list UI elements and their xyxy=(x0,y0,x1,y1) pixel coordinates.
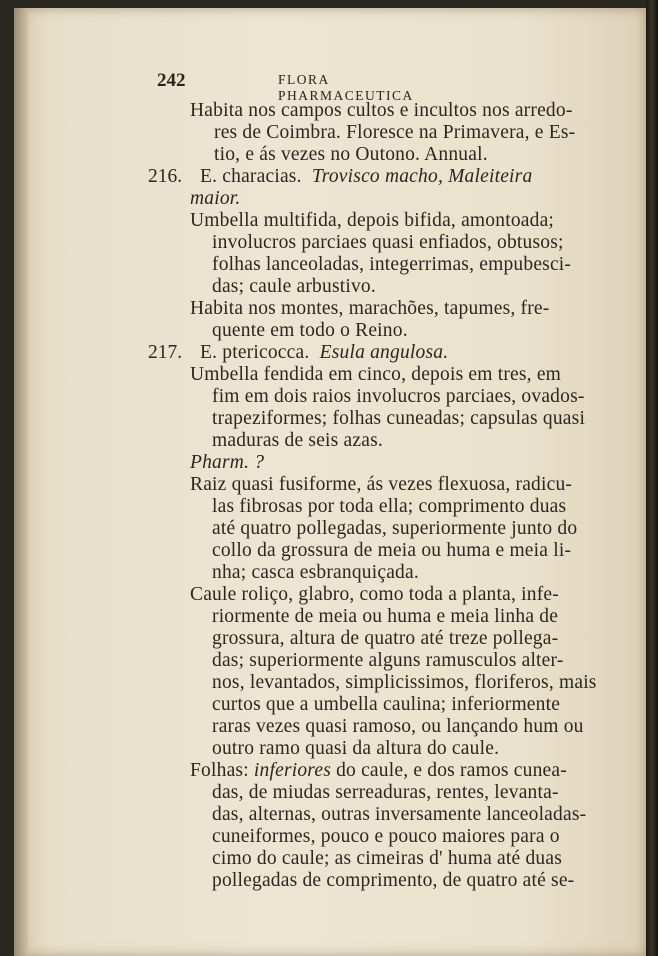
common-name: Esula angulosa. xyxy=(319,342,449,363)
text-line: quente em todo o Reino. xyxy=(212,320,408,341)
text-line: trapeziformes; folhas cuneadas; capsulas quasi xyxy=(212,408,586,429)
page-number: 242 xyxy=(157,70,186,91)
text-line: cimo do caule; as cimeiras d' huma até duas xyxy=(212,848,562,869)
text-line: involucros parciaes quasi enfiados, obtusos; xyxy=(212,232,564,253)
species-binomial: E. characias. xyxy=(200,166,302,187)
common-name: maior. xyxy=(190,188,241,209)
text-line: grossura, altura de quatro até treze pollega- xyxy=(212,628,559,649)
pharm-label xyxy=(190,452,264,474)
text-span: do caule, e dos ramos cunea- xyxy=(336,760,567,781)
pharm-text: Pharm. ? xyxy=(190,452,265,473)
text-line: fim em dois raios involucros parciaes, ovados- xyxy=(212,386,585,407)
text-line: Caule roliço, glabro, como toda a planta, infe- xyxy=(190,584,559,605)
text-line: raras vezes quasi ramoso, ou lançando hum ou xyxy=(212,716,584,737)
text-line: das; caule arbustivo. xyxy=(212,276,376,297)
text-line: Umbella fendida em cinco, depois em tres, em xyxy=(190,364,562,385)
text-line: maduras de seis azas. xyxy=(212,430,383,451)
common-name-cont xyxy=(190,188,241,210)
common-name: Trovisco macho, Maleiteira xyxy=(311,166,533,187)
book-edge xyxy=(646,0,658,956)
entry-number: 216. xyxy=(148,166,183,187)
text-line: collo da grossura de meia ou huma e meia li- xyxy=(212,540,572,561)
text-line: res de Coimbra. Floresce na Primavera, e Es- xyxy=(214,122,576,143)
text-line: Umbella multifida, depois bifida, amontoada; xyxy=(190,210,555,231)
text-line: das, alternas, outras inversamente lanceoladas- xyxy=(212,804,587,825)
text-line: Habita nos campos cultos e incultos nos arredo- xyxy=(190,100,573,121)
text-line: Raiz quasi fusiforme, ás vezes flexuosa, radicu- xyxy=(190,474,573,495)
species-name xyxy=(200,166,532,188)
entry-number: 217. xyxy=(148,342,183,363)
text-line: cuneiformes, pouco e pouco maiores para o xyxy=(212,826,560,847)
text-line: nha; casca esbranquiçada. xyxy=(212,562,419,583)
section-label: Folhas: xyxy=(190,760,249,781)
text-line: folhas lanceoladas, integerrimas, empubesci- xyxy=(212,254,572,275)
text-line: das; superiormente alguns ramusculos alter- xyxy=(212,650,564,671)
species-binomial: E. ptericocca. xyxy=(200,342,310,363)
text-line: até quatro pollegadas, superiormente junto do xyxy=(212,518,578,539)
text-line: outro ramo quasi da altura do caule. xyxy=(212,738,500,759)
text-line: curtos que a umbella caulina; inferiormente xyxy=(212,694,561,715)
page-gutter xyxy=(14,8,28,956)
text-line: las fibrosas por toda ella; comprimento duas xyxy=(212,496,567,517)
text-line: riormente de meia ou huma e meia linha de xyxy=(212,606,559,627)
text-line: Habita nos montes, marachões, tapumes, fre- xyxy=(190,298,550,319)
emphasis: inferiores xyxy=(253,760,332,781)
text-line: tio, e ás vezes no Outono. Annual. xyxy=(214,144,488,165)
text-line: das, de miudas serreaduras, rentes, levanta- xyxy=(212,782,559,803)
text-line: nos, levantados, simplicissimos, floriferos, mais xyxy=(212,672,597,693)
text-line: pollegadas de comprimento, de quatro até se- xyxy=(212,870,575,891)
species-name xyxy=(200,342,448,364)
text-line xyxy=(190,760,567,782)
running-title: FLORA PHARMACEUTICA xyxy=(278,72,414,103)
